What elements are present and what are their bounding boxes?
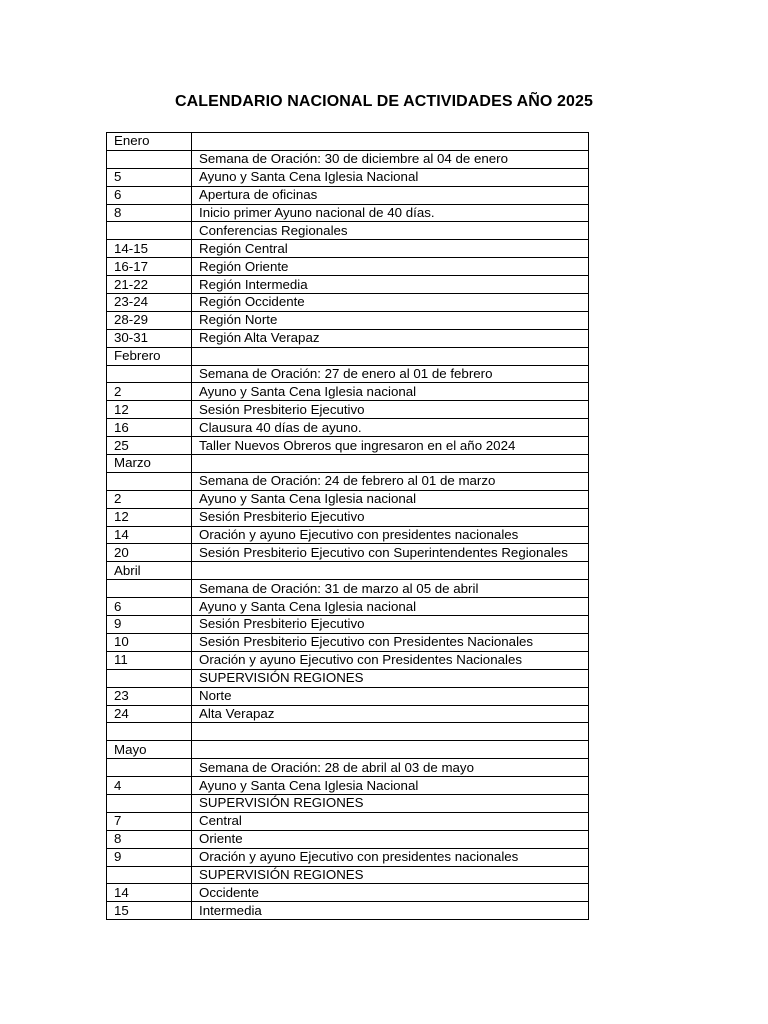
- table-row: [107, 651, 589, 669]
- date-cell: [107, 365, 192, 383]
- table-row: [107, 240, 589, 258]
- activity-cell: Región Central: [192, 240, 589, 258]
- date-cell: [107, 472, 192, 490]
- activity-cell: [192, 347, 589, 365]
- activity-cell: Semana de Oración: 31 de marzo al 05 de abril: [192, 580, 589, 598]
- table-row: [107, 902, 589, 920]
- date-cell: 14-15: [107, 240, 192, 258]
- date-cell: 10: [107, 633, 192, 651]
- table-row: [107, 848, 589, 866]
- activities-table: [106, 132, 589, 920]
- activity-cell: Intermedia: [192, 902, 589, 920]
- date-cell: 25: [107, 437, 192, 455]
- activity-cell: Región Oriente: [192, 258, 589, 276]
- date-cell: [107, 580, 192, 598]
- table-row: [107, 526, 589, 544]
- activity-cell: Taller Nuevos Obreros que ingresaron en el año 2024: [192, 437, 589, 455]
- table-row: [107, 294, 589, 312]
- activity-cell: Oración y ayuno Ejecutivo con Presidentes Nacionales: [192, 651, 589, 669]
- date-cell: 6: [107, 186, 192, 204]
- date-cell: 23-24: [107, 294, 192, 312]
- date-cell: Mayo: [107, 741, 192, 759]
- table-row: [107, 419, 589, 437]
- table-row: [107, 598, 589, 616]
- date-cell: 8: [107, 204, 192, 222]
- date-cell: 28-29: [107, 311, 192, 329]
- table-row: [107, 383, 589, 401]
- activity-cell: [192, 562, 589, 580]
- activity-cell: Sesión Presbiterio Ejecutivo con Presidentes Nacionales: [192, 633, 589, 651]
- activity-cell: Ayuno y Santa Cena Iglesia nacional: [192, 598, 589, 616]
- date-cell: [107, 866, 192, 884]
- date-cell: 15: [107, 902, 192, 920]
- date-cell: 9: [107, 848, 192, 866]
- date-cell: [107, 150, 192, 168]
- date-cell: [107, 723, 192, 741]
- table-row: [107, 866, 589, 884]
- activity-cell: Ayuno y Santa Cena Iglesia nacional: [192, 490, 589, 508]
- date-cell: Abril: [107, 562, 192, 580]
- date-cell: 11: [107, 651, 192, 669]
- table-row: [107, 759, 589, 777]
- activity-cell: SUPERVISIÓN REGIONES: [192, 794, 589, 812]
- activity-cell: Clausura 40 días de ayuno.: [192, 419, 589, 437]
- table-row: [107, 616, 589, 634]
- date-cell: 20: [107, 544, 192, 562]
- date-cell: Febrero: [107, 347, 192, 365]
- table-row: [107, 258, 589, 276]
- table-row: [107, 562, 589, 580]
- activity-cell: [192, 723, 589, 741]
- table-row: [107, 723, 589, 741]
- table-row: [107, 812, 589, 830]
- table-row: [107, 472, 589, 490]
- date-cell: [107, 222, 192, 240]
- table-row: [107, 365, 589, 383]
- activity-cell: Apertura de oficinas: [192, 186, 589, 204]
- date-cell: 30-31: [107, 329, 192, 347]
- document-title: CALENDARIO NACIONAL DE ACTIVIDADES AÑO 2025: [175, 93, 593, 110]
- activity-cell: Ayuno y Santa Cena Iglesia Nacional: [192, 777, 589, 795]
- activity-cell: Semana de Oración: 28 de abril al 03 de mayo: [192, 759, 589, 777]
- table-row: [107, 276, 589, 294]
- activity-cell: [192, 133, 589, 151]
- table-row: [107, 794, 589, 812]
- date-cell: 14: [107, 884, 192, 902]
- activity-cell: Sesión Presbiterio Ejecutivo: [192, 508, 589, 526]
- activity-cell: Central: [192, 812, 589, 830]
- table-row: [107, 884, 589, 902]
- activity-cell: SUPERVISIÓN REGIONES: [192, 866, 589, 884]
- date-cell: Marzo: [107, 455, 192, 473]
- activity-cell: Conferencias Regionales: [192, 222, 589, 240]
- table-row: [107, 687, 589, 705]
- table-row: [107, 150, 589, 168]
- activity-cell: Inicio primer Ayuno nacional de 40 días.: [192, 204, 589, 222]
- activity-cell: Región Norte: [192, 311, 589, 329]
- activity-cell: Oración y ayuno Ejecutivo con presidentes nacionales: [192, 848, 589, 866]
- date-cell: [107, 669, 192, 687]
- date-cell: 4: [107, 777, 192, 795]
- activity-cell: [192, 741, 589, 759]
- table-row: [107, 830, 589, 848]
- activity-cell: Alta Verapaz: [192, 705, 589, 723]
- table-row: [107, 401, 589, 419]
- date-cell: 14: [107, 526, 192, 544]
- table-row: [107, 347, 589, 365]
- date-cell: 7: [107, 812, 192, 830]
- date-cell: 5: [107, 168, 192, 186]
- activity-cell: Oriente: [192, 830, 589, 848]
- activity-cell: Región Occidente: [192, 294, 589, 312]
- activity-cell: Occidente: [192, 884, 589, 902]
- table-row: [107, 508, 589, 526]
- activity-cell: SUPERVISIÓN REGIONES: [192, 669, 589, 687]
- date-cell: [107, 759, 192, 777]
- activity-cell: Región Intermedia: [192, 276, 589, 294]
- activity-cell: Región Alta Verapaz: [192, 329, 589, 347]
- date-cell: 21-22: [107, 276, 192, 294]
- date-cell: 8: [107, 830, 192, 848]
- date-cell: 2: [107, 383, 192, 401]
- date-cell: 12: [107, 508, 192, 526]
- activity-cell: Norte: [192, 687, 589, 705]
- date-cell: 12: [107, 401, 192, 419]
- table-row: [107, 705, 589, 723]
- table-row: [107, 580, 589, 598]
- table-row: [107, 168, 589, 186]
- activity-cell: Semana de Oración: 27 de enero al 01 de febrero: [192, 365, 589, 383]
- table-row: [107, 133, 589, 151]
- activity-cell: Ayuno y Santa Cena Iglesia Nacional: [192, 168, 589, 186]
- table-row: [107, 669, 589, 687]
- table-row: [107, 186, 589, 204]
- table-row: [107, 204, 589, 222]
- table-row: [107, 741, 589, 759]
- activity-cell: Sesión Presbiterio Ejecutivo: [192, 616, 589, 634]
- date-cell: 23: [107, 687, 192, 705]
- activity-cell: Oración y ayuno Ejecutivo con presidentes nacionales: [192, 526, 589, 544]
- table-row: [107, 490, 589, 508]
- date-cell: Enero: [107, 133, 192, 151]
- table-row: [107, 222, 589, 240]
- activity-cell: [192, 455, 589, 473]
- date-cell: 16-17: [107, 258, 192, 276]
- activity-cell: Semana de Oración: 30 de diciembre al 04 de enero: [192, 150, 589, 168]
- date-cell: 6: [107, 598, 192, 616]
- table-row: [107, 329, 589, 347]
- table-row: [107, 633, 589, 651]
- date-cell: 2: [107, 490, 192, 508]
- activity-cell: Ayuno y Santa Cena Iglesia nacional: [192, 383, 589, 401]
- table-row: [107, 437, 589, 455]
- table-row: [107, 311, 589, 329]
- activity-cell: Sesión Presbiterio Ejecutivo: [192, 401, 589, 419]
- date-cell: 16: [107, 419, 192, 437]
- activity-cell: Sesión Presbiterio Ejecutivo con Superintendentes Regionales: [192, 544, 589, 562]
- table-row: [107, 544, 589, 562]
- date-cell: 9: [107, 616, 192, 634]
- table-row: [107, 455, 589, 473]
- date-cell: [107, 794, 192, 812]
- activities-table-body: [107, 133, 589, 920]
- activity-cell: Semana de Oración: 24 de febrero al 01 de marzo: [192, 472, 589, 490]
- date-cell: 24: [107, 705, 192, 723]
- table-row: [107, 777, 589, 795]
